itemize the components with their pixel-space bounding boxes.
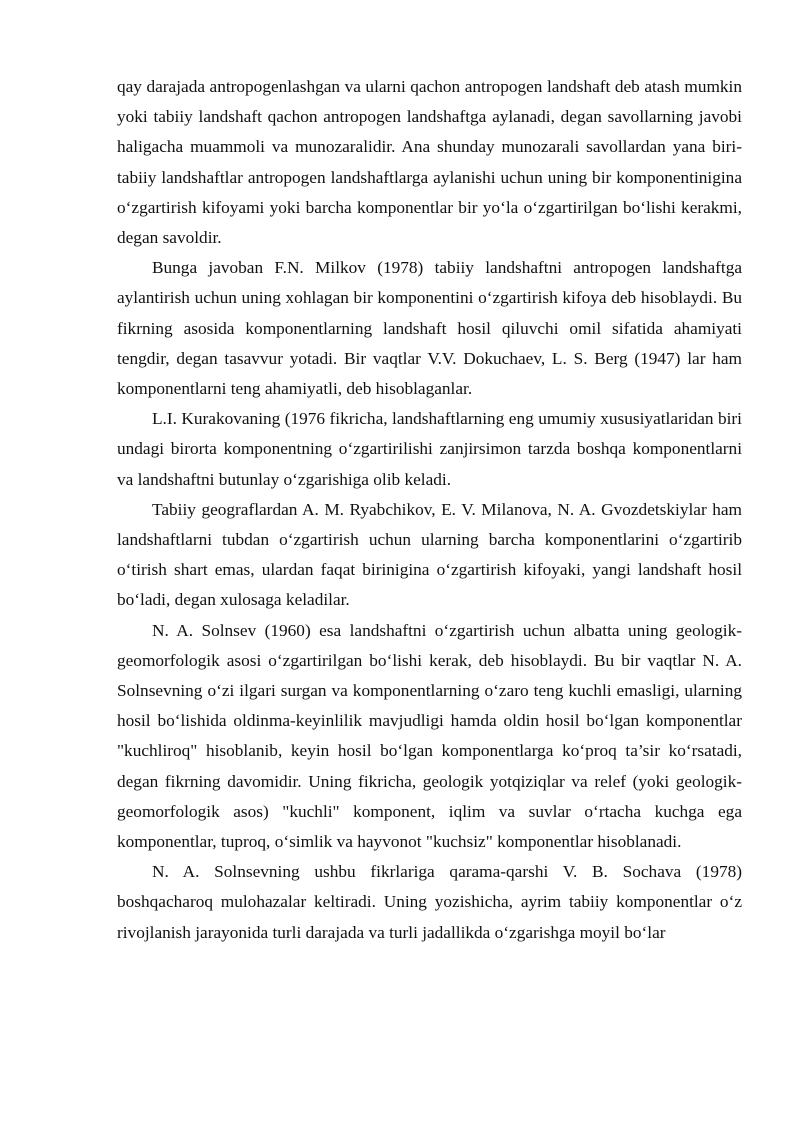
paragraph-6: N. A. Solnsevning ushbu fikrlariga qarama-qarshi V. B. Sochava (1978) boshqacharoq mulohazalar keltiradi. Uning yozishicha, ayrim tabiiy komponentlar o‘z rivojlanish jarayonida turli darajada va turli jadallikda o‘zgarishga moyil bo‘lar <box>117 862 742 942</box>
paragraph-2: Bunga javoban F.N. Milkov (1978) tabiiy landshaftni antropogen landshaftga aylantirish uchun uning xohlagan bir komponentini o‘zgartirish kifoya deb hisoblaydi. Bu fikrning asosida komponentlarning landshaft hosil qiluvchi omil sifatida ahamiyati tengdir, degan tasavvur yotadi. Bir vaqtlar V.V. Dokuchaev, L. S. Berg (1947) lar ham komponentlarni teng ahamiyatli, deb hisoblaganlar. <box>117 258 742 399</box>
paragraph-3: L.I. Kurakovaning (1976 fikricha, landshaftlarning eng umumiy xususiyatlaridan biri undagi birorta komponentning o‘zgartirilishi zanjirsimon tarzda boshqa komponentlarni va landshaftni butunlay o‘zgarishiga olib keladi. <box>117 409 742 489</box>
text-body <box>117 72 742 948</box>
paragraph-1: qay darajada antropogenlashgan va ularni qachon antropogen landshaft deb atash mumkin yoki tabiiy landshaft qachon antropogen landshaftga aylanadi, degan savollarning javobi haligacha muammoli va munozaralidir. Ana shunday munozarali savollardan yana biri-tabiiy landshaftlar antropogen landshaftlarga aylanishi uchun uning bir komponentinigina o‘zgartirish kifoyami yoki barcha komponentlar bir yo‘la o‘zgartirilgan bo‘lishi kerakmi, degan savoldir. <box>117 77 742 248</box>
paragraph-4: Tabiiy geograflardan A. M. Ryabchikov, E. V. Milanova, N. A. Gvozdetskiylar ham landshaftlarni tubdan o‘zgartirish uchun ularning barcha komponentlarini o‘zgartirib o‘tirish shart emas, ulardan faqat birinigina o‘zgartirish kifoyaki, yangi landshaft hosil bo‘ladi, degan xulosaga keladilar. <box>117 499 742 610</box>
paragraph-5: N. A. Solnsev (1960) esa landshaftni o‘zgartirish uchun albatta uning geologik-geomorfologik asosi o‘zgartirilgan bo‘lishi kerak, deb hisoblaydi. Bu bir vaqtlar N. A. Solnsevning o‘zi ilgari surgan va komponentlarning o‘zaro teng kuchli emasligi, ularning hosil bo‘lishida oldinma-keyinlilik mavjudligi hamda oldin hosil bo‘lgan komponentlar "kuchliroq" hisoblanib, keyin hosil bo‘lgan komponentlarga ko‘proq ta’sir ko‘rsatadi, degan fikrning davomidir. Uning fikricha, geologik yotqiziqlar va relef (yoki geologik-geomorfologik asos) "kuchli" komponent, iqlim va suvlar o‘rtacha kuchga ega komponentlar, tuproq, o‘simlik va hayvonot "kuchsiz" komponentlar hisoblanadi. <box>117 620 742 852</box>
